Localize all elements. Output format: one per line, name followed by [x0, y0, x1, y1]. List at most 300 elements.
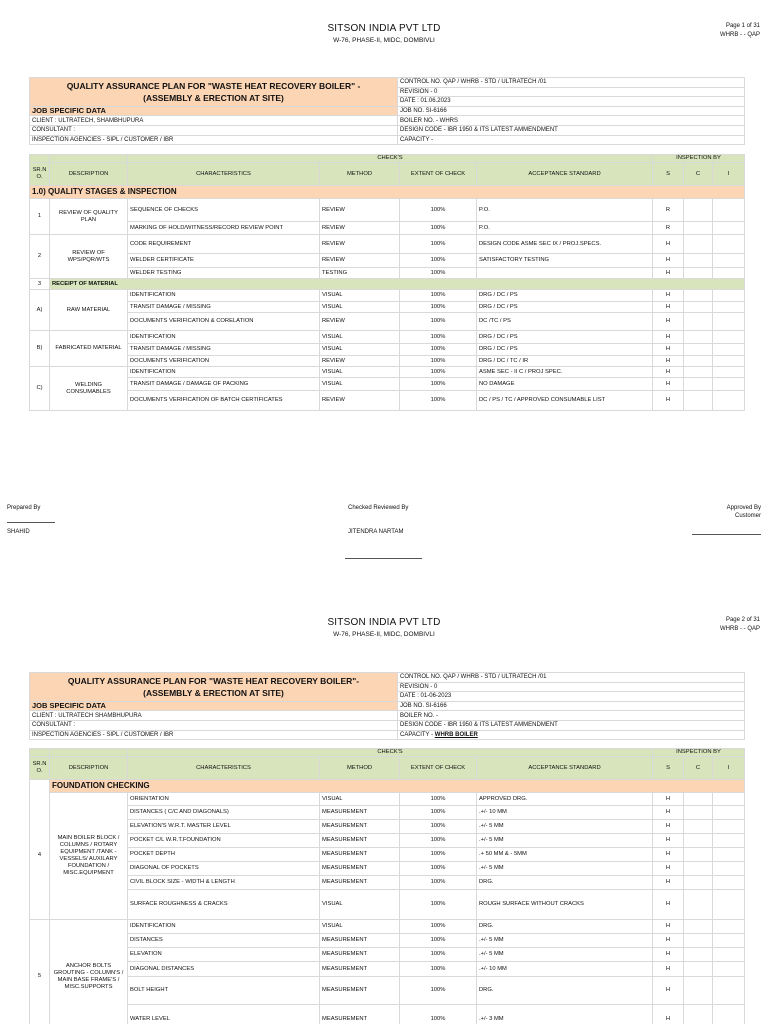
table-row [30, 934, 745, 948]
inspection-s-cell: H [653, 344, 684, 356]
header-method: METHOD [320, 757, 400, 780]
table-row [30, 948, 745, 962]
extent-cell: 100% [400, 876, 477, 890]
acceptance-cell: DRG / DC / PS [477, 331, 653, 344]
description-cell: FABRICATED MATERIAL [50, 331, 128, 367]
table-row [30, 378, 745, 391]
method-cell: REVIEW [320, 235, 400, 254]
acceptance-cell: .+/- 5 MM [477, 948, 653, 962]
inspection-agencies: INSPECTION AGENCIES - SIPL / CUSTOMER / IBR [30, 730, 398, 740]
characteristic-cell: IDENTIFICATION [128, 331, 320, 344]
inspection-i-cell [713, 367, 745, 378]
prepared-by-label: Prepared By [7, 505, 41, 511]
inspection-i-cell [713, 948, 745, 962]
consultant: CONSULTANT : [30, 125, 398, 135]
header-srno: SR.N O. [30, 163, 50, 186]
inspection-s-cell: H [653, 331, 684, 344]
extent-cell: 100% [400, 977, 477, 1005]
header-blank [50, 155, 128, 163]
acceptance-cell: DRG. [477, 977, 653, 1005]
header-s: S [653, 163, 684, 186]
acceptance-cell: ROUGH SURFACE WITHOUT CRACKS [477, 890, 653, 920]
inspection-i-cell [713, 834, 745, 848]
inspection-c-cell [684, 367, 713, 378]
table-row [30, 1005, 745, 1024]
inspection-i-cell [713, 222, 745, 235]
sr-no-cell: 5 [30, 920, 50, 1024]
sr-no-cell: B) [30, 331, 50, 367]
inspection-c-cell [684, 806, 713, 820]
acceptance-cell: APPROVED DRG. [477, 793, 653, 806]
method-cell: REVIEW [320, 222, 400, 235]
extent-cell: 100% [400, 356, 477, 367]
inspection-c-cell [684, 235, 713, 254]
header-srno: SR.N O. [30, 757, 50, 780]
acceptance-cell: DRG. [477, 876, 653, 890]
extent-cell: 100% [400, 302, 477, 313]
inspection-c-cell [684, 378, 713, 391]
page-2 [0, 597, 768, 1024]
inspection-s-cell: H [653, 378, 684, 391]
checked-signature-line [345, 558, 422, 559]
inspection-c-cell [684, 290, 713, 302]
description-cell: ANCHOR BOLTS GROUTING - COLUMN'S / MAIN BASE FRAME'S / MISC.SUPPORTS [50, 920, 128, 1024]
company-name: SITSON INDIA PVT LTD [327, 617, 441, 628]
characteristic-cell: SURFACE ROUGHNESS & CRACKS [128, 890, 320, 920]
inspection-s-cell: H [653, 920, 684, 934]
acceptance-cell: DESIGN CODE ASME SEC IX / PROJ.SPECS. [477, 235, 653, 254]
extent-cell: 100% [400, 313, 477, 331]
characteristic-cell: TRANSIT DAMAGE / DAMAGE OF PACKING [128, 378, 320, 391]
consultant: CONSULTANT : [30, 720, 398, 730]
header-acceptance: ACCEPTANCE STANDARD [477, 163, 653, 186]
method-cell: MEASUREMENT [320, 862, 400, 876]
header-acceptance: ACCEPTANCE STANDARD [477, 757, 653, 780]
inspection-c-cell [684, 820, 713, 834]
sr-no-cell: 2 [30, 235, 50, 279]
acceptance-cell: .+/- 5 MM [477, 862, 653, 876]
table-row [30, 391, 745, 411]
description-cell: REVIEW OF QUALITY PLAN [50, 199, 128, 235]
date: DATE : 01-06-2023 [398, 692, 745, 702]
method-cell: MEASUREMENT [320, 848, 400, 862]
description-cell: RAW MATERIAL [50, 290, 128, 331]
inspection-i-cell [713, 356, 745, 367]
inspection-i-cell [713, 876, 745, 890]
method-cell: MEASUREMENT [320, 962, 400, 977]
table-header-row [30, 155, 745, 163]
doc-ref: WHRB - - QAP [720, 32, 760, 38]
inspection-c-cell [684, 876, 713, 890]
boiler-no: BOILER NO. - WHRS [398, 116, 745, 126]
acceptance-cell: SATISFACTORY TESTING [477, 254, 653, 268]
header-blank [30, 749, 50, 757]
inspection-s-cell: H [653, 820, 684, 834]
extent-cell: 100% [400, 290, 477, 302]
page-info [720, 22, 760, 40]
extent-cell: 100% [400, 235, 477, 254]
inspection-s-cell: H [653, 254, 684, 268]
method-cell: REVIEW [320, 391, 400, 411]
sr-no-cell: 4 [30, 793, 50, 920]
characteristic-cell: DOCUMENTS VERIFICATION OF BATCH CERTIFICATES [128, 391, 320, 411]
description-cell: MAIN BOILER BLOCK / COLUMNS / ROTARY EQUIPMENT /TANK - VESSELS/ AUXILARY FOUNDATION / MISC.EQUIPMENT [50, 793, 128, 920]
company-address: W-76, PHASE-II, MIDC, DOMBIVLI [333, 37, 435, 44]
header-c: C [684, 757, 713, 780]
extent-cell: 100% [400, 806, 477, 820]
method-cell: MEASUREMENT [320, 834, 400, 848]
method-cell: TESTING [320, 268, 400, 279]
characteristic-cell: DOCUMENTS VERIFICATION [128, 356, 320, 367]
table-row [30, 222, 745, 235]
method-cell: VISUAL [320, 378, 400, 391]
inspection-i-cell [713, 199, 745, 222]
acceptance-cell: .+/- 10 MM [477, 806, 653, 820]
description-cell: REVIEW OF WPS/PQR/WTS [50, 235, 128, 279]
method-cell: MEASUREMENT [320, 977, 400, 1005]
qap-table-2 [29, 748, 745, 1024]
characteristic-cell: BOLT HEIGHT [128, 977, 320, 1005]
method-cell: REVIEW [320, 199, 400, 222]
header-extent: EXTENT OF CHECK [400, 757, 477, 780]
method-cell: VISUAL [320, 290, 400, 302]
extent-cell: 100% [400, 962, 477, 977]
characteristic-cell: SEQUENCE OF CHECKS [128, 199, 320, 222]
table-row [30, 268, 745, 279]
characteristic-cell: IDENTIFICATION [128, 920, 320, 934]
acceptance-cell: DRG / DC / PS [477, 302, 653, 313]
inspection-c-cell [684, 920, 713, 934]
table-row [30, 302, 745, 313]
inspection-s-cell: H [653, 834, 684, 848]
inspection-s-cell: H [653, 793, 684, 806]
inspection-i-cell [713, 254, 745, 268]
table-row [30, 977, 745, 1005]
inspection-i-cell [713, 1005, 745, 1024]
table-row [30, 235, 745, 254]
inspection-c-cell [684, 948, 713, 962]
method-cell: REVIEW [320, 254, 400, 268]
extent-cell: 100% [400, 331, 477, 344]
table-row [30, 862, 745, 876]
approved-signature-line [692, 534, 761, 535]
table-row [30, 793, 745, 806]
job-specific-label: JOB SPECIFIC DATA [30, 106, 398, 116]
extent-cell: 100% [400, 199, 477, 222]
header-extent: EXTENT OF CHECK [400, 163, 477, 186]
inspection-c-cell [684, 313, 713, 331]
inspection-i-cell [713, 848, 745, 862]
header-table [29, 77, 745, 145]
table-header-row [30, 757, 745, 780]
inspection-c-cell [684, 962, 713, 977]
section-title: FOUNDATION CHECKING [50, 780, 745, 793]
characteristic-cell: DIAGONAL OF POCKETS [128, 862, 320, 876]
inspection-s-cell: H [653, 235, 684, 254]
extent-cell: 100% [400, 1005, 477, 1024]
design-code: DESIGN CODE - IBR 1950 & ITS LATEST AMMENDMENT [398, 720, 745, 730]
method-cell: VISUAL [320, 331, 400, 344]
characteristic-cell: CODE REQUIREMENT [128, 235, 320, 254]
boiler-no: BOILER NO. - [398, 711, 745, 721]
acceptance-cell: .+/- 10 MM [477, 962, 653, 977]
method-cell: MEASUREMENT [320, 1005, 400, 1024]
characteristic-cell: ORIENTATION [128, 793, 320, 806]
inspection-c-cell [684, 1005, 713, 1024]
inspection-i-cell [713, 378, 745, 391]
extent-cell: 100% [400, 367, 477, 378]
client: CLIENT : ULTRATECH, SHAMBHUPURA [30, 116, 398, 126]
acceptance-cell: DRG / DC / PS [477, 344, 653, 356]
inspection-c-cell [684, 793, 713, 806]
capacity: CAPACITY - [398, 135, 745, 145]
inspection-s-cell: H [653, 391, 684, 411]
prepared-signature-line [7, 522, 55, 523]
inspection-i-cell [713, 806, 745, 820]
table-row [30, 356, 745, 367]
job-specific-label: JOB SPECIFIC DATA [30, 701, 398, 711]
inspection-s-cell: H [653, 890, 684, 920]
table-row [30, 199, 745, 222]
table-row [30, 290, 745, 302]
extent-cell: 100% [400, 222, 477, 235]
table-row [30, 331, 745, 344]
page-number: Page 2 of 31 [725, 617, 760, 623]
design-code: DESIGN CODE - IBR 1950 & ITS LATEST AMMENDMENT [398, 125, 745, 135]
extent-cell: 100% [400, 934, 477, 948]
checked-by-label: Checked Reviewed By [348, 505, 409, 511]
inspection-s-cell: H [653, 934, 684, 948]
inspection-c-cell [684, 391, 713, 411]
acceptance-cell: DRG / DC / TC / IR [477, 356, 653, 367]
inspection-s-cell: H [653, 862, 684, 876]
extent-cell: 100% [400, 948, 477, 962]
table-row [30, 254, 745, 268]
inspection-agencies: INSPECTION AGENCIES - SIPL / CUSTOMER / IBR [30, 135, 398, 145]
inspection-i-cell [713, 313, 745, 331]
extent-cell: 100% [400, 834, 477, 848]
inspection-s-cell: H [653, 367, 684, 378]
inspection-i-cell [713, 793, 745, 806]
control-no: CONTROL NO. QAP / WHRB - STD / ULTRATECH /01 [398, 673, 745, 683]
method-cell: VISUAL [320, 920, 400, 934]
inspection-s-cell: H [653, 962, 684, 977]
header-characteristics: CHARACTERISTICS [128, 163, 320, 186]
inspection-s-cell: H [653, 848, 684, 862]
header-i: I [713, 757, 745, 780]
extent-cell: 100% [400, 391, 477, 411]
header-description: DESCRIPTION [50, 757, 128, 780]
qap-title: QUALITY ASSURANCE PLAN FOR "WASTE HEAT RECOVERY BOILER"- (ASSEMBLY & ERECTION AT SITE) [30, 673, 398, 702]
table-row [30, 890, 745, 920]
inspection-s-cell: R [653, 199, 684, 222]
job-no: JOB NO. SI-6166 [398, 701, 745, 711]
characteristic-cell: IDENTIFICATION [128, 367, 320, 378]
inspection-s-cell: H [653, 290, 684, 302]
sr-no-cell: 1 [30, 199, 50, 235]
characteristic-cell: MARKING OF HOLD/WITNESS/RECORD REVIEW POINT [128, 222, 320, 235]
inspection-s-cell: H [653, 356, 684, 367]
header-table-2 [29, 672, 745, 740]
header-c: C [684, 163, 713, 186]
method-cell: REVIEW [320, 356, 400, 367]
checked-by-name: JITENDRA NARTAM [348, 529, 404, 535]
header-inspection-by: INSPECTION BY [653, 749, 745, 757]
table-header-row [30, 163, 745, 186]
inspection-s-cell: H [653, 268, 684, 279]
approved-by-label: Approved By Customer [726, 505, 761, 519]
table-row [30, 962, 745, 977]
inspection-s-cell: H [653, 1005, 684, 1024]
page-number: Page 1 of 31 [725, 23, 760, 29]
characteristic-cell: DIAGONAL DISTANCES [128, 962, 320, 977]
inspection-s-cell: H [653, 948, 684, 962]
acceptance-cell: NO DAMAGE [477, 378, 653, 391]
control-no: CONTROL NO. QAP / WHRB - STD / ULTRATECH /01 [398, 78, 745, 88]
inspection-s-cell: H [653, 313, 684, 331]
acceptance-cell: ASME SEC - II C / PROJ SPEC. [477, 367, 653, 378]
header-blank [50, 749, 128, 757]
section-title: 1.0) QUALITY STAGES & INSPECTION [30, 186, 745, 199]
acceptance-cell: .+/- 3 MM [477, 1005, 653, 1024]
inspection-i-cell [713, 290, 745, 302]
table-header-row [30, 749, 745, 757]
method-cell: VISUAL [320, 344, 400, 356]
inspection-i-cell [713, 977, 745, 1005]
client: CLIENT : ULTRATECH SHAMBHUPURA [30, 711, 398, 721]
inspection-i-cell [713, 920, 745, 934]
inspection-c-cell [684, 834, 713, 848]
characteristic-cell: DOCUMENTS VERIFICATION & CORELATION [128, 313, 320, 331]
table-row [30, 344, 745, 356]
sr-no-cell: A) [30, 290, 50, 331]
table-row [30, 806, 745, 820]
extent-cell: 100% [400, 378, 477, 391]
inspection-c-cell [684, 890, 713, 920]
inspection-s-cell: H [653, 977, 684, 1005]
characteristic-cell: CIVIL BLOCK SIZE - WIDTH & LENGTH [128, 876, 320, 890]
characteristic-cell: WELDER CERTIFICATE [128, 254, 320, 268]
table-row [30, 834, 745, 848]
characteristic-cell: WELDER TESTING [128, 268, 320, 279]
extent-cell: 100% [400, 344, 477, 356]
inspection-i-cell [713, 820, 745, 834]
acceptance-cell: .+/- 5 MM [477, 834, 653, 848]
table-row [30, 820, 745, 834]
acceptance-cell: .+ 50 MM & - 5MM [477, 848, 653, 862]
header-checks: CHECK'S [128, 155, 653, 163]
page-info-2 [720, 616, 760, 634]
characteristic-cell: WATER LEVEL [128, 1005, 320, 1024]
description-cell: WELDING CONSUMABLES [50, 367, 128, 411]
acceptance-cell: DRG. [477, 920, 653, 934]
date: DATE : 01.06.2023 [398, 97, 745, 107]
header-description: DESCRIPTION [50, 163, 128, 186]
characteristic-cell: POCKET DEPTH [128, 848, 320, 862]
extent-cell: 100% [400, 920, 477, 934]
header-checks: CHECK'S [128, 749, 653, 757]
inspection-i-cell [713, 934, 745, 948]
acceptance-cell: .+/- 5 MM [477, 820, 653, 834]
method-cell: VISUAL [320, 793, 400, 806]
table-row [30, 876, 745, 890]
company-header-2 [0, 617, 768, 638]
acceptance-cell [477, 268, 653, 279]
method-cell: MEASUREMENT [320, 820, 400, 834]
inspection-c-cell [684, 199, 713, 222]
method-cell: VISUAL [320, 302, 400, 313]
header-inspection-by: INSPECTION BY [653, 155, 745, 163]
method-cell: VISUAL [320, 367, 400, 378]
acceptance-cell: .+/- 5 MM [477, 934, 653, 948]
header-characteristics: CHARACTERISTICS [128, 757, 320, 780]
extent-cell: 100% [400, 793, 477, 806]
acceptance-cell: DC /TC / PS [477, 313, 653, 331]
inspection-c-cell [684, 254, 713, 268]
table-row [30, 313, 745, 331]
inspection-c-cell [684, 222, 713, 235]
inspection-i-cell [713, 235, 745, 254]
header-blank [30, 155, 50, 163]
inspection-i-cell [713, 890, 745, 920]
company-name: SITSON INDIA PVT LTD [327, 23, 441, 34]
header-i: I [713, 163, 745, 186]
method-cell: MEASUREMENT [320, 806, 400, 820]
extent-cell: 100% [400, 890, 477, 920]
method-cell: MEASUREMENT [320, 948, 400, 962]
inspection-c-cell [684, 934, 713, 948]
capacity: CAPACITY - WHRB BOILER [398, 730, 745, 740]
inspection-c-cell [684, 302, 713, 313]
extent-cell: 100% [400, 848, 477, 862]
table-row [30, 367, 745, 378]
inspection-s-cell: H [653, 876, 684, 890]
inspection-c-cell [684, 977, 713, 1005]
method-cell: MEASUREMENT [320, 876, 400, 890]
company-address: W-76, PHASE-II, MIDC, DOMBIVLI [333, 631, 435, 638]
characteristic-cell: POCKET C/L W.R.T.FOUNDATION [128, 834, 320, 848]
extent-cell: 100% [400, 862, 477, 876]
inspection-s-cell: H [653, 302, 684, 313]
method-cell: MEASUREMENT [320, 934, 400, 948]
acceptance-cell: DC / PS / TC / APPROVED CONSUMABLE LIST [477, 391, 653, 411]
revision: REVISION - 0 [398, 87, 745, 97]
acceptance-cell: DRG / DC / PS [477, 290, 653, 302]
characteristic-cell: ELEVATION [128, 948, 320, 962]
characteristic-cell: TRANSIT DAMAGE / MISSING [128, 302, 320, 313]
inspection-i-cell [713, 391, 745, 411]
inspection-i-cell [713, 962, 745, 977]
method-cell: VISUAL [320, 890, 400, 920]
extent-cell: 100% [400, 254, 477, 268]
table-row [30, 848, 745, 862]
inspection-c-cell [684, 331, 713, 344]
acceptance-cell: P.O. [477, 199, 653, 222]
inspection-c-cell [684, 344, 713, 356]
characteristic-cell: IDENTIFICATION [128, 290, 320, 302]
inspection-i-cell [713, 302, 745, 313]
inspection-c-cell [684, 356, 713, 367]
characteristic-cell: DISTANCES ( C/C AND DIAGONALS) [128, 806, 320, 820]
inspection-i-cell [713, 344, 745, 356]
inspection-s-cell: H [653, 806, 684, 820]
prepared-by-name: SHAHID [7, 529, 30, 535]
inspection-i-cell [713, 268, 745, 279]
company-header [0, 23, 768, 44]
qap-title: QUALITY ASSURANCE PLAN FOR "WASTE HEAT RECOVERY BOILER" - (ASSEMBLY & ERECTION AT SITE) [30, 78, 398, 107]
inspection-i-cell [713, 862, 745, 876]
extent-cell: 100% [400, 820, 477, 834]
